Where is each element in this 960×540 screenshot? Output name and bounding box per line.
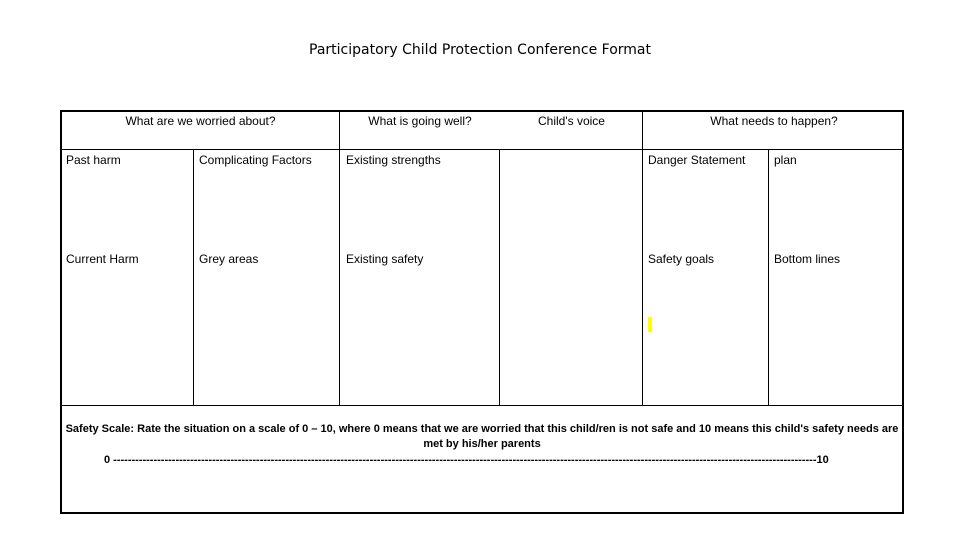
column-divider-needs-inner [768, 150, 769, 406]
header-childs-voice: Child's voice [538, 114, 605, 128]
header-going-well: What is going well? [368, 114, 472, 128]
column-divider-childs-voice [642, 110, 643, 406]
safety-scale-line: 0 ------------------------------------------------------------------------------------------------------------------------------------------------------------------------------------------------10 [104, 454, 829, 466]
column-divider-worried-inner [193, 150, 194, 406]
cell-existing-safety: Existing safety [346, 252, 424, 266]
cell-current-harm: Current Harm [66, 252, 139, 266]
cell-bottom-lines: Bottom lines [774, 252, 841, 266]
safety-scale-text: Safety Scale: Rate the situation on a scale of 0 – 10, where 0 means that we are worried that this child/ren is not safe and 10 means this child's safety needs are met by his/her parents [65, 423, 899, 450]
header-needs: What needs to happen? [710, 114, 838, 128]
cell-danger-statement: Danger Statement [648, 153, 746, 167]
cell-existing-strengths: Existing strengths [346, 153, 441, 167]
cell-past-harm: Past harm [66, 153, 121, 167]
page-title: Participatory Child Protection Conference Format [309, 42, 651, 58]
header-worried: What are we worried about? [125, 114, 276, 128]
cell-complicating-factors: Complicating Factors [199, 153, 312, 167]
column-divider-going-well [499, 150, 500, 406]
scale-row-divider [60, 405, 904, 406]
column-divider-worried [339, 110, 340, 406]
cell-plan: plan [774, 153, 797, 167]
header-row-divider [60, 149, 904, 150]
text-cursor-marker [648, 317, 652, 332]
cell-safety-goals: Safety goals [648, 252, 715, 266]
cell-grey-areas: Grey areas [199, 252, 259, 266]
